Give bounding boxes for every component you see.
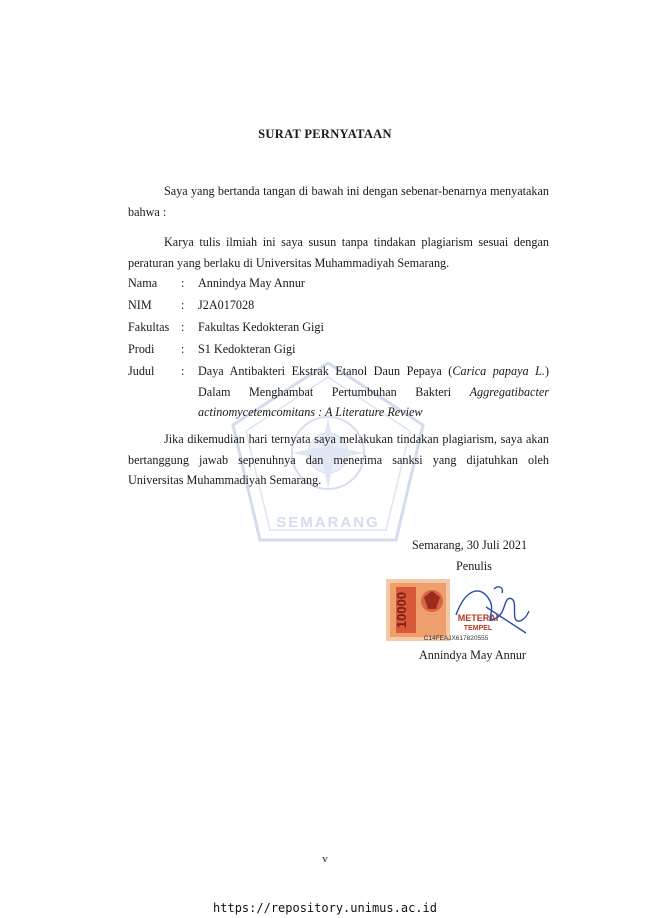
bacteria-name: Aggregatibacter actinomycetemcomitans : A Literature Review — [198, 384, 549, 419]
field-colon: : — [181, 276, 185, 290]
signature-name: Annindya May Annur — [419, 648, 526, 662]
thesis-title-part: ) Dalam Menghambat Pertumbuhan Bakteri — [198, 364, 549, 399]
closing-paragraph: Jika dikemudian hari ternyata saya melakukan tindakan plagiarism, saya akan bertanggung jawab sepenuhnya dan menerima sanksi yang dijatuhkan oleh Universitas Muhammadiyah Semarang. — [128, 432, 549, 487]
signature-place-date: Semarang, 30 Juli 2021 — [412, 538, 528, 552]
stamp-serial: C14FEAJX617820555 — [423, 635, 489, 642]
signature-role: Penulis — [456, 559, 492, 573]
field-label: Judul — [128, 364, 155, 378]
species-name: Carica papaya L. — [452, 364, 545, 378]
thesis-title-part: Daya Antibakteri Ekstrak Etanol Daun Pepaya ( — [198, 364, 453, 378]
opening-paragraph: Saya yang bertanda tangan di bawah ini dengan sebenar-benarnya menyatakan bahwa : — [128, 184, 549, 219]
field-colon: : — [181, 342, 185, 356]
field-value: S1 Kedokteran Gigi — [198, 342, 296, 356]
document-title: SURAT PERNYATAAN — [258, 127, 392, 141]
field-label: NIM — [128, 298, 152, 312]
thesis-title — [198, 361, 549, 423]
page-number: v — [322, 853, 328, 865]
field-colon: : — [181, 364, 185, 378]
statement-paragraph: Karya tulis ilmiah ini saya susun tanpa tindakan plagiarism sesuai dengan peraturan yang berlaku di Universitas Muhammadiyah Semarang. — [128, 235, 549, 270]
field-label: Nama — [128, 276, 158, 290]
field-value: Fakultas Kedokteran Gigi — [198, 320, 324, 334]
field-colon: : — [181, 320, 185, 334]
field-value: J2A017028 — [198, 298, 255, 312]
field-value: Annindya May Annur — [198, 276, 305, 290]
stamp-subtitle: TEMPEL — [463, 625, 493, 632]
stamp-title: METERAI — [457, 613, 499, 623]
field-label: Prodi — [128, 342, 155, 356]
repository-url[interactable]: https://repository.unimus.ac.id — [213, 901, 437, 915]
field-label: Fakultas — [128, 320, 170, 334]
meterai-stamp — [386, 577, 530, 645]
watermark-text: SEMARANG — [276, 514, 380, 531]
stamp-value: 10000 — [394, 591, 409, 629]
field-colon: : — [181, 298, 185, 312]
